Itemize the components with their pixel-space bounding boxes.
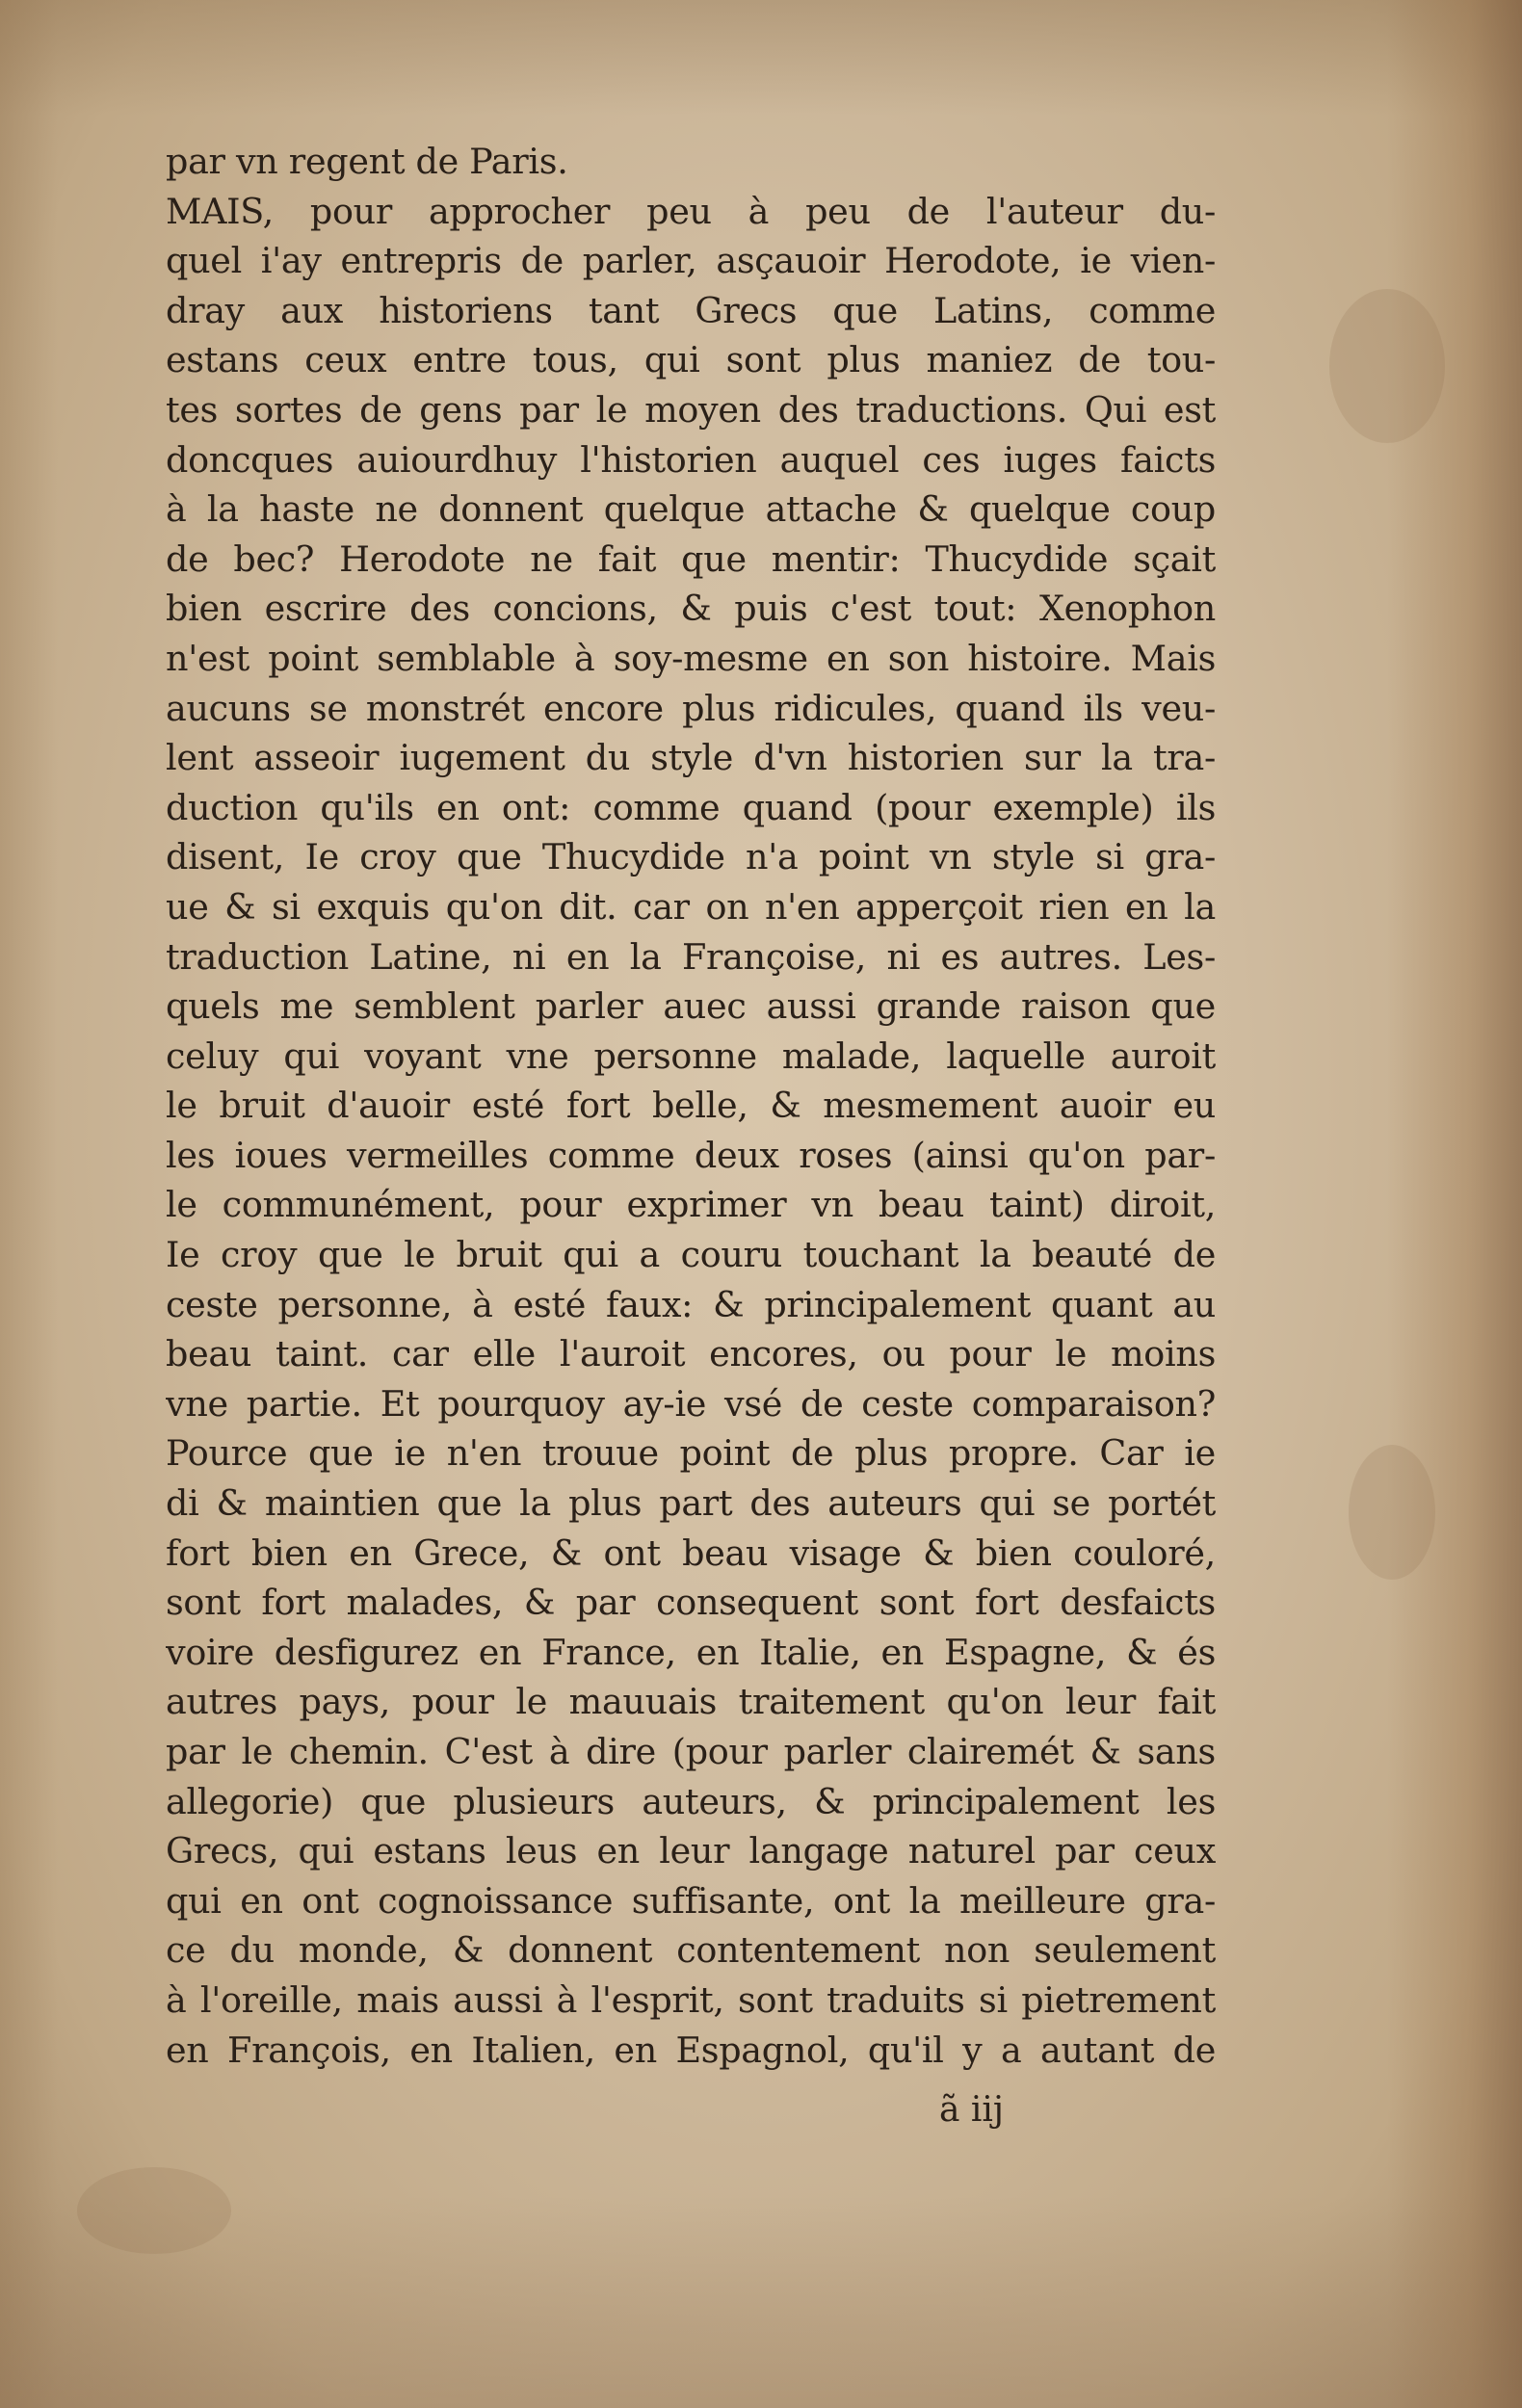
- text-line: à la haste ne donnent quelque attache & quelque coup: [166, 488, 1216, 531]
- text-line: disent, Ie croy que Thucydide n'a point vn style si gra-: [166, 836, 1216, 878]
- text-line: ce du monde, & donnent contentement non seulement: [166, 1929, 1216, 1972]
- text-line: tes sortes de gens par le moyen des traductions. Qui est: [166, 388, 1216, 431]
- foxing-spot: [1329, 289, 1445, 443]
- text-line: allegorie) que plusieurs auteurs, & principalement les: [166, 1780, 1216, 1822]
- text-line: bien escrire des concions, & puis c'est tout: Xenophon: [166, 588, 1216, 630]
- text-line: qui en ont cognoissance suffisante, ont la meilleure gra-: [166, 1879, 1216, 1922]
- signature-mark: ã iij: [939, 2090, 1005, 2130]
- text-line: beau taint. car elle l'auroit encores, ou pour le moins: [166, 1333, 1216, 1375]
- text-line: MAIS, pour approcher peu à peu de l'auteur du-: [166, 190, 1216, 232]
- text-line: celuy qui voyant vne personne malade, laquelle auroit: [166, 1034, 1216, 1077]
- text-line: les ioues vermeilles comme deux roses (ainsi qu'on par-: [166, 1134, 1216, 1176]
- page-stain-left: [0, 0, 58, 2408]
- text-line: traduction Latine, ni en la Françoise, ni es autres. Les-: [166, 935, 1216, 978]
- text-line: n'est point semblable à soy-mesme en son histoire. Mais: [166, 637, 1216, 679]
- text-line: ue & si exquis qu'on dit. car on n'en apperçoit rien en la: [166, 885, 1216, 928]
- text-line: di & maintien que la plus part des auteurs qui se portét: [166, 1482, 1216, 1525]
- text-line: lent asseoir iugement du style d'vn historien sur la tra-: [166, 737, 1216, 779]
- text-line: estans ceux entre tous, qui sont plus maniez de tou-: [166, 339, 1216, 381]
- text-line: autres pays, pour le mauuais traitement qu'on leur fait: [166, 1681, 1216, 1723]
- text-line: de bec? Herodote ne fait que mentir: Thucydide sçait: [166, 537, 1216, 580]
- text-line: ceste personne, à esté faux: & principalement quant au: [166, 1283, 1216, 1325]
- text-line: le communément, pour exprimer vn beau taint) diroit,: [166, 1184, 1216, 1226]
- text-line: aucuns se monstrét encore plus ridicules, quand ils veu-: [166, 687, 1216, 729]
- page-stain-top: [0, 0, 1522, 116]
- text-line: sont fort malades, & par consequent sont fort desfaicts: [166, 1582, 1216, 1624]
- text-line: doncques auiourdhuy l'historien auquel ces iuges faicts: [166, 438, 1216, 481]
- text-line: par le chemin. C'est à dire (pour parler clairemét & sans: [166, 1731, 1216, 1772]
- text-line: par vn regent de Paris.: [166, 141, 568, 182]
- text-line: Ie croy que le bruit qui a couru touchant la beauté de: [166, 1234, 1216, 1276]
- text-line: quel i'ay entrepris de parler, asçauoir Herodote, ie vien-: [166, 240, 1216, 282]
- text-line: fort bien en Grece, & ont beau visage & bien couloré,: [166, 1531, 1216, 1574]
- foxing-spot: [1349, 1445, 1435, 1580]
- text-line: en François, en Italien, en Espagnol, qu'il y a autant de: [166, 2028, 1216, 2071]
- text-line: duction qu'ils en ont: comme quand (pour exemple) ils: [166, 786, 1216, 828]
- text-line: vne partie. Et pourquoy ay-ie vsé de ceste comparaison?: [166, 1382, 1216, 1425]
- text-line: le bruit d'auoir esté fort belle, & mesmement auoir eu: [166, 1085, 1216, 1127]
- text-line: Grecs, qui estans leus en leur langage naturel par ceux: [166, 1830, 1216, 1872]
- text-line: voire desfigurez en France, en Italie, en Espagne, & és: [166, 1631, 1216, 1673]
- text-line: à l'oreille, mais aussi à l'esprit, sont traduits si pietrement: [166, 1978, 1216, 2021]
- foxing-spot: [77, 2167, 231, 2254]
- text-line: quels me semblent parler auec aussi grande raison que: [166, 985, 1216, 1028]
- page-stain-bottom: [0, 2196, 1522, 2408]
- text-line: Pource que ie n'en trouue point de plus propre. Car ie: [166, 1432, 1216, 1475]
- body-text: [166, 137, 1216, 2075]
- text-line: dray aux historiens tant Grecs que Latins, comme: [166, 289, 1216, 331]
